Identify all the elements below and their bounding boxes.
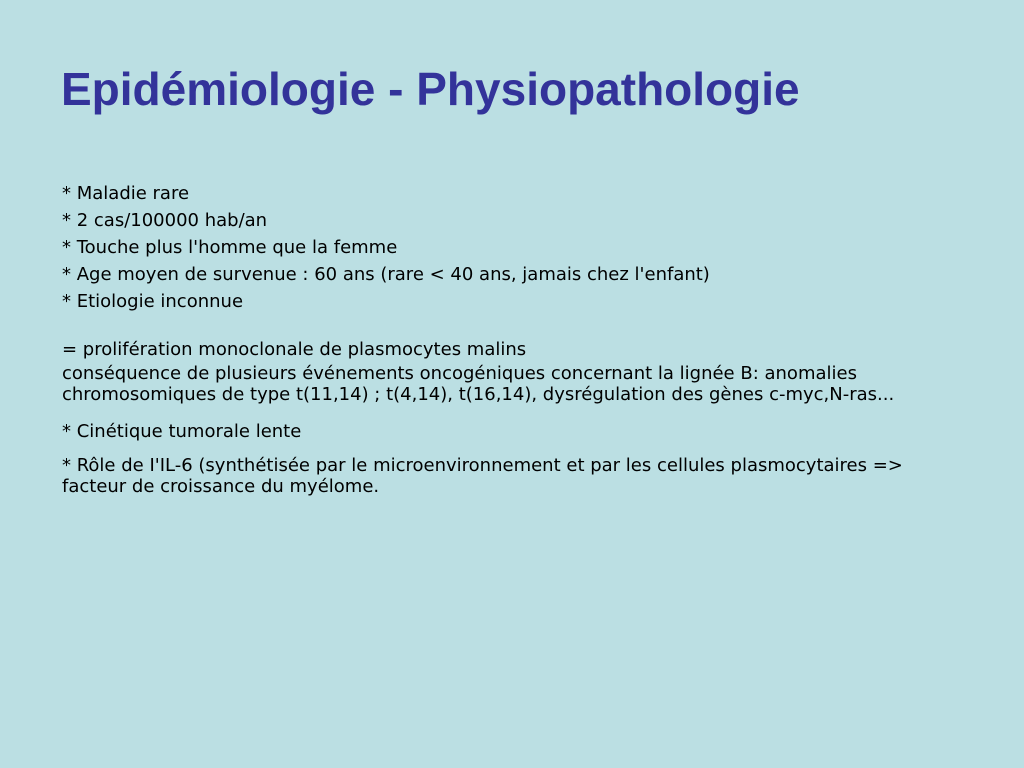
slide-title: Epidémiologie - Physiopathologie: [61, 63, 800, 115]
bullet-il6: * Rôle de I'IL-6 (synthétisée par le microenvironnement et par les cellules plasmocytaires => facteur de croissance du myélome.: [62, 455, 903, 497]
bullet-age: * Age moyen de survenue : 60 ans (rare < 40 ans, jamais chez l'enfant): [62, 264, 710, 285]
bullet-incidence: * 2 cas/100000 hab/an: [62, 210, 268, 231]
definition-line: = prolifération monoclonale de plasmocytes malins: [62, 339, 527, 360]
spacer: [62, 315, 962, 336]
consequence-paragraph: conséquence de plusieurs événements oncogéniques concernant la lignée B: anomalies chromosomiques de type t(11,14) ; t(4,14), t(16,14), dysrégulation des gènes c-myc,N-ras...: [62, 363, 895, 405]
slide-body: [62, 180, 962, 497]
bullet-cinetique: * Cinétique tumorale lente: [62, 421, 302, 442]
bullet-etiologie: * Etiologie inconnue: [62, 291, 244, 312]
spacer: [62, 445, 962, 455]
bullet-maladie-rare: * Maladie rare: [62, 183, 190, 204]
bullet-sex-ratio: * Touche plus l'homme que la femme: [62, 237, 398, 258]
spacer: [62, 405, 962, 418]
